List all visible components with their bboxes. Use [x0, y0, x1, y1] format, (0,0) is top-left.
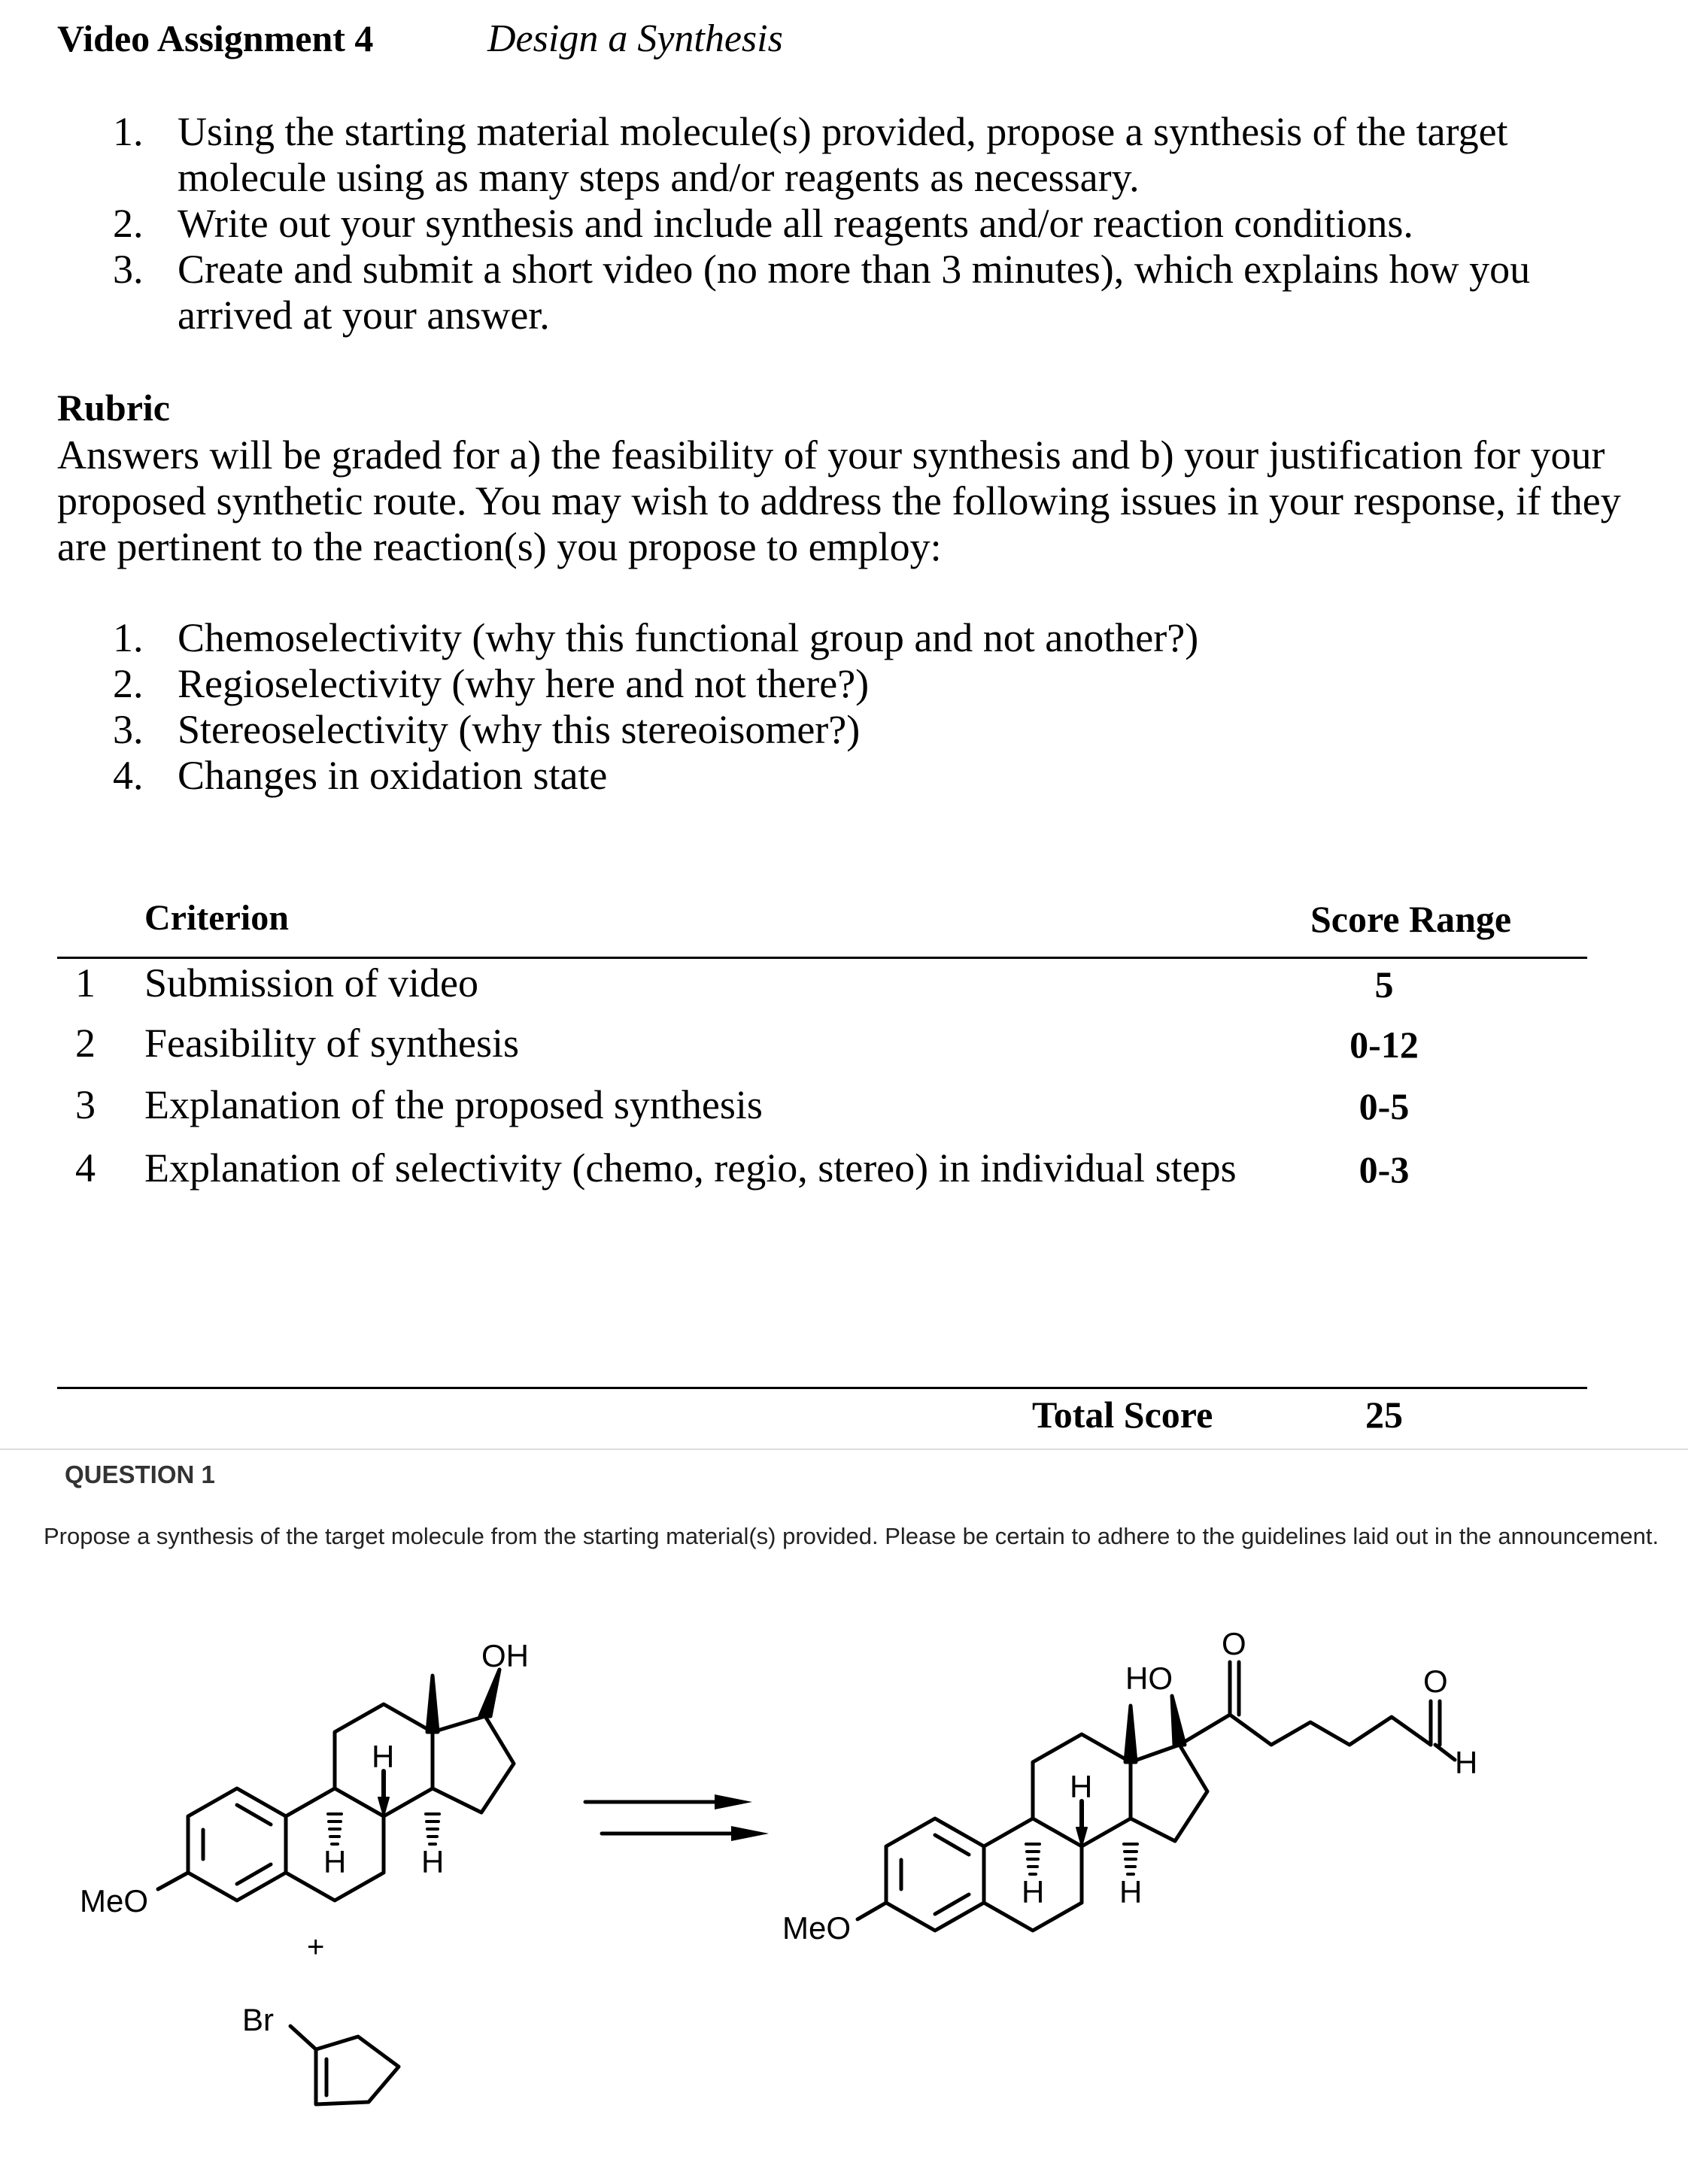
list-item: 3. Create and submit a short video (no more than 3 minutes), which explains how you arrived at your answer.: [113, 247, 1531, 338]
assignment-title: Video Assignment 4: [57, 17, 374, 59]
issues-list: [113, 615, 1198, 799]
list-item: 3. Stereoselectivity (why this stereoisomer?): [113, 707, 861, 752]
target-molecule: [858, 1662, 1455, 1931]
target-meo-label: MeO: [782, 1910, 852, 1946]
list-item: 2. Regioselectivity (why here and not there?): [113, 661, 870, 706]
starting-meo-label: MeO: [80, 1883, 149, 1919]
total-score-label: Total Score: [1032, 1394, 1213, 1436]
h-label: H: [1119, 1874, 1143, 1909]
total-score-value: 25: [1365, 1394, 1403, 1436]
table-top-rule: [57, 957, 1587, 959]
criterion-header: Criterion: [144, 898, 289, 938]
list-item: 2. Write out your synthesis and include all reagents and/or reaction conditions.: [113, 201, 1413, 246]
instruction-list: [113, 109, 1572, 338]
h-label: H: [323, 1844, 347, 1879]
table-row: 1 Submission of video 5: [75, 960, 1394, 1006]
table-row: 4 Explanation of selectivity (chemo, regio, stereo) in individual steps 0-3: [75, 1145, 1410, 1191]
target-ho-label: HO: [1125, 1661, 1173, 1696]
bromo-label: Br: [242, 2002, 274, 2037]
assignment-subtitle: Design a Synthesis: [487, 17, 783, 60]
list-item: 4. Changes in oxidation state: [113, 753, 608, 798]
starting-oh-label: OH: [481, 1638, 529, 1673]
bromocyclopentene: [290, 2026, 399, 2104]
h-label: H: [1070, 1769, 1093, 1804]
rubric-heading: Rubric: [57, 387, 170, 429]
h-label: H: [372, 1739, 395, 1774]
aldehyde-o-label: O: [1423, 1664, 1448, 1699]
retrosynthesis-arrow: [585, 1794, 769, 1841]
h-label: H: [1022, 1874, 1045, 1909]
h-label: H: [421, 1844, 445, 1879]
question-divider: [0, 1448, 1688, 1450]
rubric-intro: Answers will be graded for a) the feasibility of your synthesis and b) your justification for your proposed synthetic route. You may wish to address the following issues in your response, if they are pertinent to the reaction(s) you propose to employ:: [57, 432, 1621, 569]
reaction-scheme: [0, 1617, 1688, 2184]
score-range-header: Score Range: [1310, 898, 1512, 940]
plus-sign: +: [307, 1931, 325, 1964]
table-row: 3 Explanation of the proposed synthesis 0-5: [75, 1082, 1410, 1127]
ketone-o-label: O: [1222, 1626, 1246, 1661]
list-item: 1. Chemoselectivity (why this functional group and not another?): [113, 615, 1199, 660]
aldehyde-h-label: H: [1455, 1745, 1478, 1780]
question-label: QUESTION 1: [65, 1461, 215, 1488]
question-text: Propose a synthesis of the target molecule from the starting material(s) provided. Please be certain to adhere to the guidelines laid out in the announcement.: [44, 1523, 1659, 1549]
list-item: 1. Using the starting material molecule(s) provided, propose a synthesis of the target molecule using as many steps and/or reagents as necessary.: [113, 109, 1508, 200]
table-row: 2 Feasibility of synthesis 0-12: [75, 1021, 1419, 1066]
table-bottom-rule: [57, 1387, 1587, 1389]
